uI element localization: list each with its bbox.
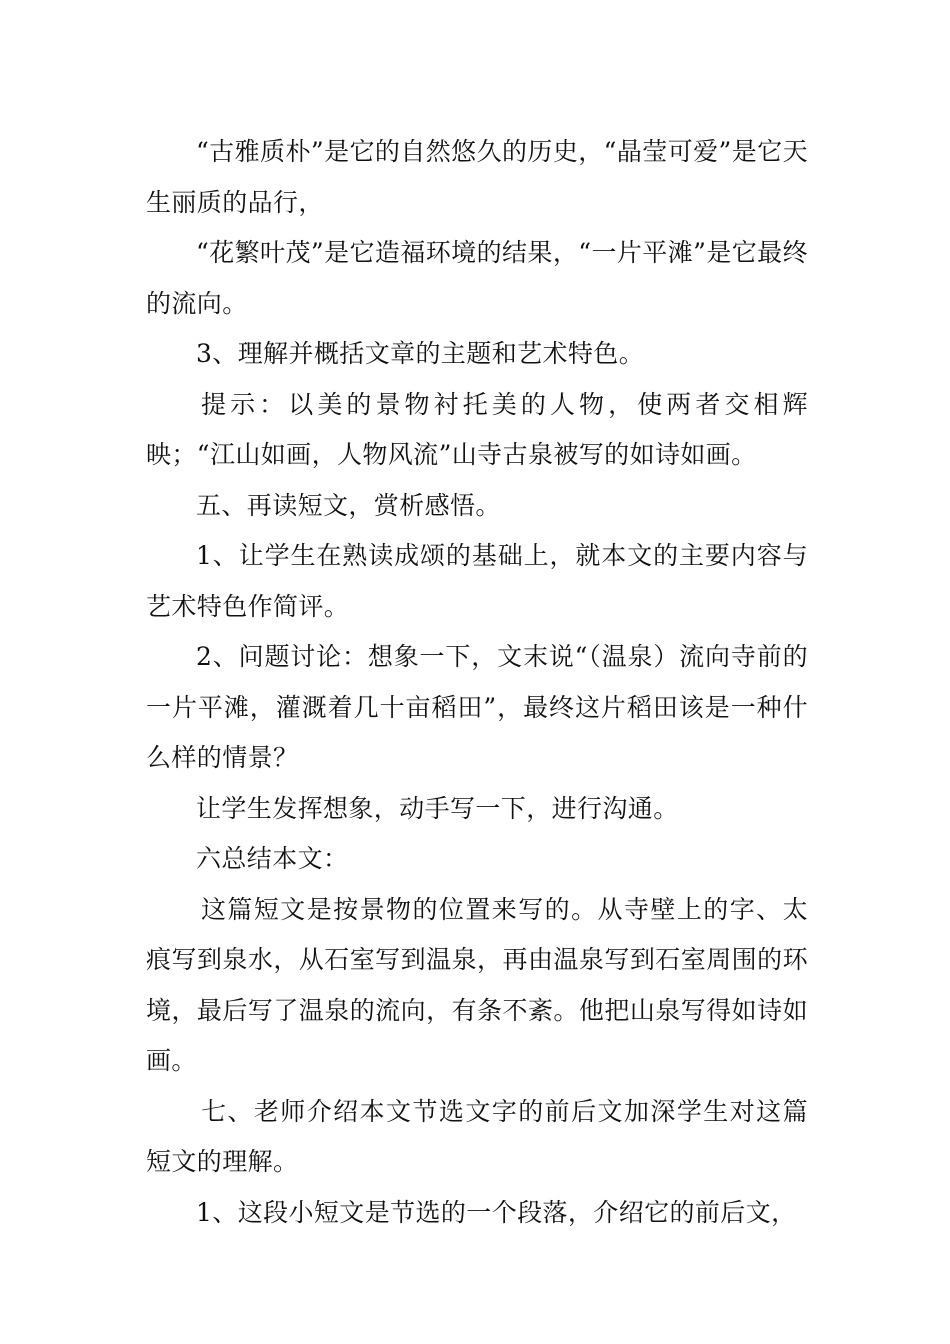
section-five-heading: 五、再读短文，赏析感悟。 <box>196 490 501 520</box>
paragraph-environment: “花繁叶茂”是它造福环境的结果，“一片平滩”是它最终的流向。 <box>146 238 808 318</box>
paragraph-imagine: 让学生发挥想象，动手写一下，进行沟通。 <box>196 793 679 823</box>
paragraph-discussion: 2、问题讨论：想象一下，文末说“（温泉）流向寺前的一片平滩，灌溉着几十亩稻田”，最终这片稻田该是一种什么样的情景？ <box>146 642 808 772</box>
section-six-heading: 六总结本文： <box>196 844 349 873</box>
paragraph-excerpt-context: 1、这段小短文是节选的一个段落，介绍它的前后文， <box>196 1197 797 1227</box>
paragraph-hint: 提示：以美的景物衬托美的人物，使两者交相辉映；“江山如画，人物风流”山寺古泉被写的如诗如画。 <box>146 389 808 469</box>
paragraph-history: “古雅质朴”是它的自然悠久的历史，“晶莹可爱”是它天生丽质的品行， <box>146 137 808 217</box>
document-body <box>146 127 808 1238</box>
section-seven-heading: 七、老师介绍本文节选文字的前后文加深学生对这篇短文的理解。 <box>146 1096 808 1176</box>
paragraph-summary: 这篇短文是按景物的位置来写的。从寺壁上的字、太痕写到泉水，从石室写到温泉，再由温泉写到石室周围的环境，最后写了温泉的流向，有条不紊。他把山泉写得如诗如画。 <box>146 894 808 1075</box>
paragraph-theme-heading: 3、理解并概括文章的主题和艺术特色。 <box>196 339 645 368</box>
paragraph-review: 1、让学生在熟读成颂的基础上，就本文的主要内容与艺术特色作简评。 <box>146 541 808 621</box>
